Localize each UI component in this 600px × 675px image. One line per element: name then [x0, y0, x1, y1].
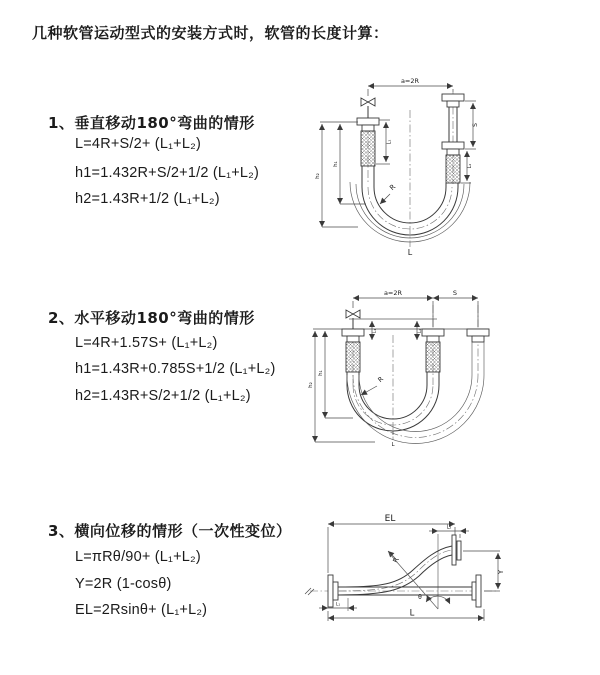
- length-label: L: [391, 442, 395, 448]
- dimension-h-lines: [308, 331, 375, 442]
- hose-assembly: [313, 329, 489, 444]
- valve-icon: [346, 310, 360, 329]
- dim-label-s: S: [472, 123, 479, 127]
- section-1-heading: 1、垂直移动180°弯曲的情形: [48, 114, 255, 132]
- diagram-vertical-bend: [310, 72, 575, 262]
- section-2-formula-2: h1=1.43R+0.785S+1/2 (L₁+L₂): [75, 361, 276, 377]
- dimension-s: [465, 101, 479, 149]
- section-3-heading: 3、横向位移的情形（一次性变位）: [48, 522, 292, 540]
- section-1-formula-1: L=4R+S/2+ (L₁+L₂): [75, 136, 201, 152]
- section-3-formula-3: EL=2Rsinθ+ (L₁+L₂): [75, 602, 208, 618]
- diagram-horizontal-bend: [305, 285, 585, 450]
- dimension-l2: [417, 321, 423, 340]
- section-2-heading: 2、水平移动180°弯曲的情形: [48, 309, 255, 327]
- section-2-formula-3: h2=1.43R+S/2+1/2 (L₁+L₂): [75, 388, 251, 404]
- dim-label-el: EL: [384, 514, 396, 524]
- dimension-l2: [461, 151, 473, 183]
- dim-label-l2: L₂: [418, 328, 423, 334]
- dim-label-s: S: [452, 289, 458, 297]
- radius-label: R: [388, 182, 398, 193]
- dim-label-l1: L₁: [373, 328, 378, 334]
- section-2-formula-1: L=4R+1.57S+ (L₁+L₂): [75, 335, 218, 351]
- section-3-formula-2: Y=2R (1-cosθ): [75, 576, 172, 592]
- dim-label-h1: h₁: [318, 370, 324, 376]
- page-title: 几种软管运动型式的安装方式时，软管的长度计算：: [32, 24, 389, 42]
- dimension-l1: [376, 120, 393, 164]
- dim-label-l2: L₂: [467, 163, 473, 169]
- angle-label: θ: [418, 594, 422, 601]
- dim-label-l2: L₂: [446, 524, 452, 531]
- dimension-a2r: [368, 77, 453, 96]
- dim-label-l1: L₁: [335, 602, 341, 608]
- radius-callout: [380, 183, 397, 204]
- section-1-formula-3: h2=1.43R+1/2 (L₁+L₂): [75, 191, 220, 207]
- radius-callout: [361, 375, 385, 395]
- dimension-a2r: [353, 289, 433, 327]
- dimension-el: [328, 514, 455, 573]
- radius-label: R: [391, 556, 401, 565]
- dim-label-a2r: a=2R: [400, 77, 420, 85]
- section-3-formula-1: L=πRθ/90+ (L₁+L₂): [75, 549, 201, 565]
- dim-label-h1: h₁: [333, 161, 339, 167]
- valve-icon: [361, 98, 375, 118]
- dimension-l: [328, 609, 484, 622]
- radius-callout: [388, 551, 401, 564]
- dim-label-a2r: a=2R: [383, 289, 403, 297]
- dim-label-y: Y: [497, 569, 505, 575]
- section-1-formula-2: h1=1.432R+S/2+1/2 (L₁+L₂): [75, 165, 260, 181]
- dimension-h-lines: [315, 122, 366, 227]
- radius-label: R: [376, 374, 386, 384]
- dim-label-h2: h₂: [315, 173, 321, 179]
- dimension-y: [463, 551, 505, 591]
- length-label: L: [409, 608, 415, 619]
- hose-assembly: [305, 535, 496, 607]
- dim-label-h2: h₂: [308, 382, 314, 388]
- dimension-s: [433, 289, 478, 327]
- length-label: L: [407, 248, 413, 257]
- dim-label-l1: L₁: [386, 139, 393, 145]
- diagram-lateral-displacement: [300, 505, 590, 655]
